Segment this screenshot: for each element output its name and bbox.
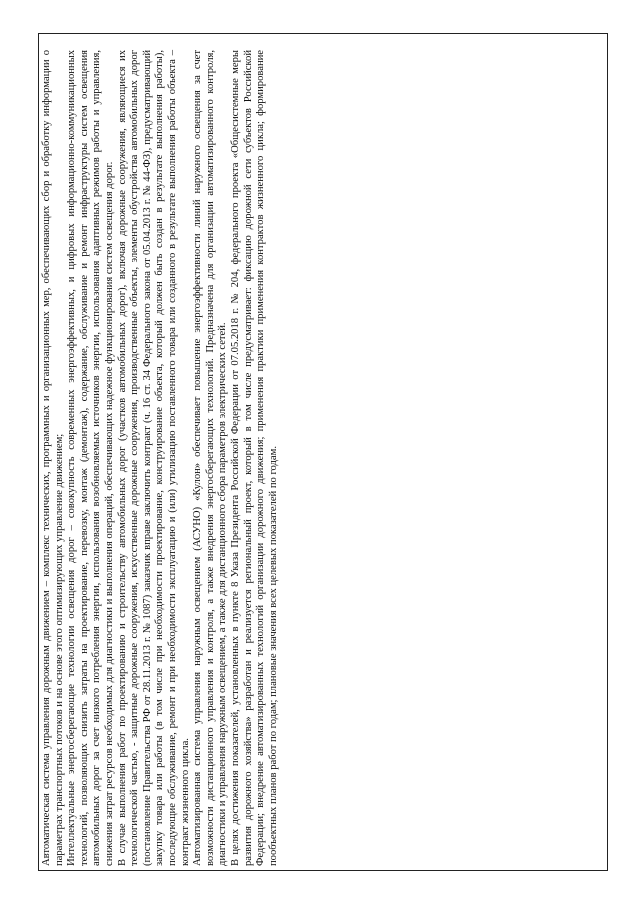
text-frame [38, 33, 608, 871]
rotated-text-block [39, 42, 605, 871]
paragraph-regional-project: В целях достижения показателей, установленных в пункте 8 Указа Президента Российской Федерации от 07.05.2018 г. № 204, федерального проекта «Общесистемные меры развития дорожного хозяйства» разработан и реализуется региональный проект, который в том числе предусматривает: фиксацию дорожной сети субъектов Российской Федерации; внедрение автоматизированных технологий организации дорожного движения; применения практики применения контрактов жизненного цикла; формирование пообъектных планов работ по годам; плановые значения всех целевых показателей по годам. [229, 50, 279, 866]
paragraph-asuno-kulon: Автоматизированная система управления наружным освещением (АСУНО) «Кулон» обеспечивает повышение энергоэффективности линий наружного освещения за счет возможности дистанционного управления и контроля, а также внедрения энергосберегающих технологий. Предназначена для организации автоматизированного контроля, диагностики и управления наружным освещением, а также для дистанционного сбора параметров электрических сетей. [192, 50, 229, 866]
paragraph-asudd: Автоматическая система управления дорожным движением – комплекс технических, программных и организационных мер, обеспечивающих сбор и обработку информации о параметрах транспортных потоков и на основе этого оптимизирующих управление движением; [41, 50, 65, 866]
paragraph-life-cycle-contract: В случае выполнения работ по проектированию и строительству автомобильных дорог (участков автомобильных дорог), включая дорожные сооружения, являющиеся их технологической частью, - защитные дорожные сооружения, искусственные дорожные сооружения, производственные объекты, элементы обустройства автомобильных дорог (постановление Правительства РФ от 28.11.2013 г. № 1087) заказчик вправе заключить контракт (ч. 16 ст. 34 Федерального закона от 05.04.2013 г. № 44-ФЗ), предусматривающий закупку товара или работы (в том числе при необходимости проектирование, конструирование объекта, который должен быть создан в результате выполнения работы), последующие обслуживание, ремонт и при необходимости эксплуатацию и (или) утилизацию поставленного товара или созданного в результате выполнения работы объекта – контракт жизненного цикла. [116, 50, 191, 866]
paragraph-lighting-technologies: Интеллектуальные энергосберегающие технологии освещения дорог – совокупность современных энергоэффективных, и цифровых информационно-коммуникационных технологий, позволяющих снизить затраты на проектирование, перевозку, монтаж (демонтаж), содержание, обслуживание и ремонт инфраструктуры систем освещения автомобильных дорог за счет низкого потребления энергии, использования возобновляемых источников энергии, использования адаптивных режимов работы и управления, снижения затрат ресурсов необходимых для диагностики и выполнения операций, обеспечивающих надежное функционирования систем освещения дорог. [66, 50, 115, 866]
